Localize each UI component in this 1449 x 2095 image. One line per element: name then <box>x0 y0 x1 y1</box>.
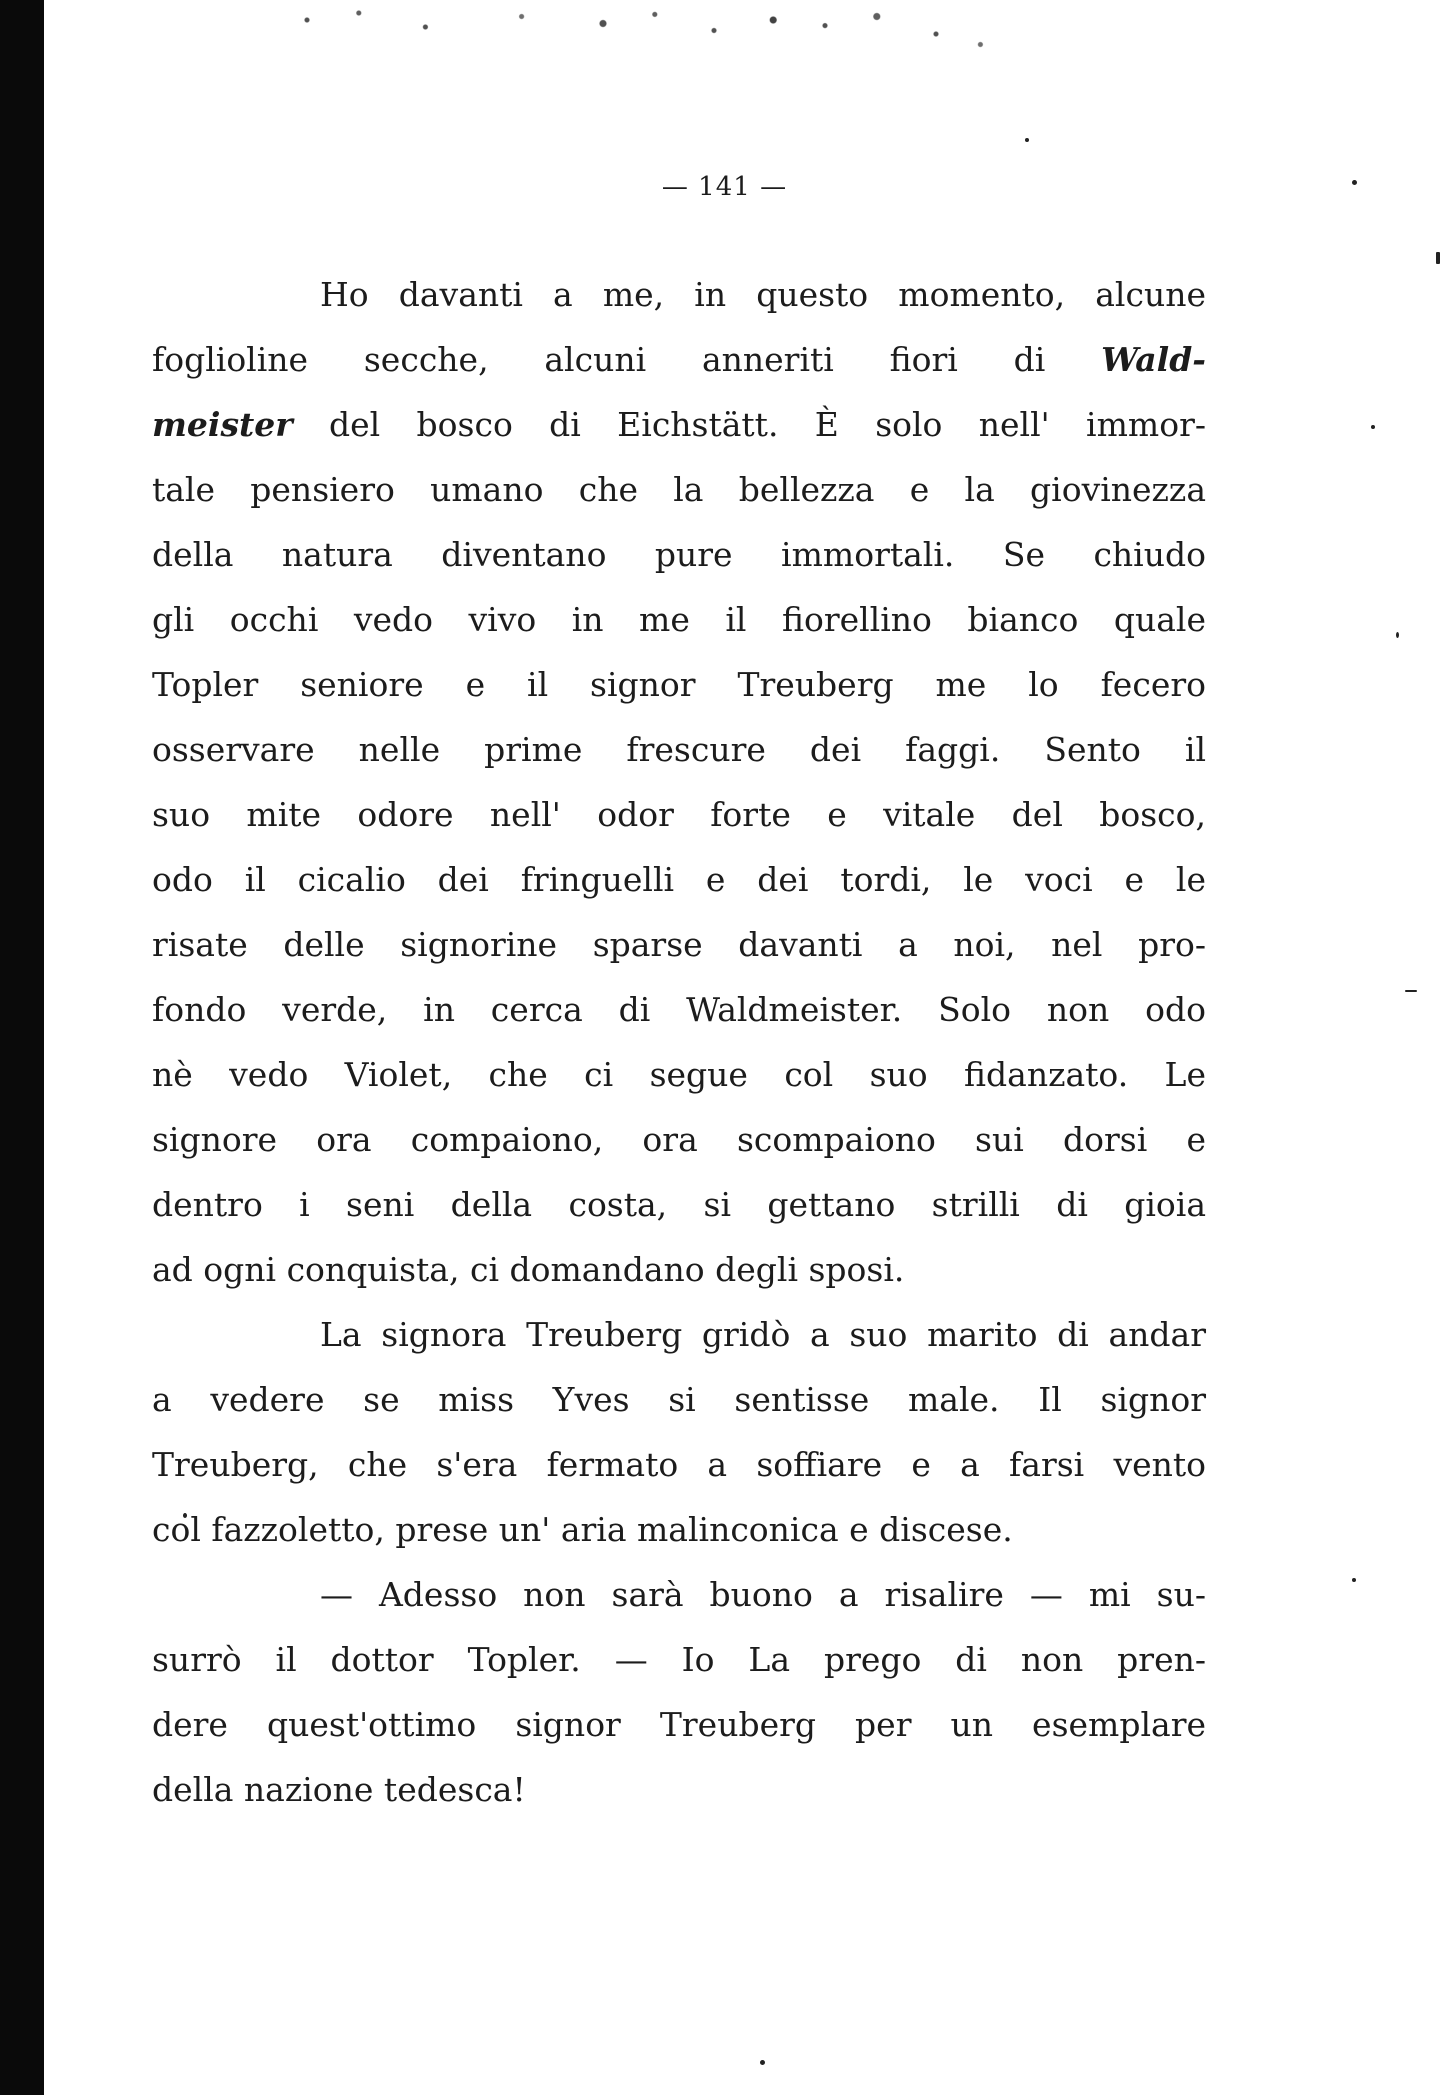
text-line: a vedere se miss Yves si sentisse male. Il signor <box>152 1380 1206 1419</box>
text-line: tale pensiero umano che la bellezza e la giovinezza <box>152 470 1206 509</box>
text-line: — Adesso non sarà buono a risalire — mi su- <box>320 1575 1206 1614</box>
text-line: suo mite odore nell' odor forte e vitale del bosco, <box>152 795 1206 834</box>
text-line: meister del bosco di Eichstätt. È solo nell' immor- <box>152 405 1206 444</box>
text-line: foglioline secche, alcuni anneriti fiori di Wald- <box>152 340 1206 379</box>
scan-noise <box>270 6 1010 76</box>
text-line: signore ora compaiono, ora scompaiono sui dorsi e <box>152 1120 1206 1159</box>
text-line: ad ogni conquista, ci domandano degli sposi. <box>152 1250 905 1289</box>
text-line: odo il cicalio dei fringuelli e dei tordi, le voci e le <box>152 860 1206 899</box>
text-line: risate delle signorine sparse davanti a noi, nel pro- <box>152 925 1206 964</box>
text-line: col fazzoletto, prese un' aria malinconica e discese. <box>152 1510 1013 1549</box>
scan-speck <box>1371 425 1375 429</box>
text-line: Ho davanti a me, in questo momento, alcune <box>320 275 1206 314</box>
page-binding-edge <box>0 0 44 2095</box>
scan-speck <box>1025 138 1029 142</box>
scan-speck <box>1436 252 1440 264</box>
text-line: della natura diventano pure immortali. Se chiudo <box>152 535 1206 574</box>
page-number: — 141 — <box>661 172 788 202</box>
text-line: nè vedo Violet, che ci segue col suo fidanzato. Le <box>152 1055 1206 1094</box>
paragraph <box>152 1562 1206 1822</box>
scan-speck <box>1405 990 1417 992</box>
scan-speck <box>1396 632 1399 638</box>
text-line: dentro i seni della costa, si gettano strilli di gioia <box>152 1185 1206 1224</box>
text-line: della nazione tedesca! <box>152 1770 526 1809</box>
text-line: La signora Treuberg gridò a suo marito di andar <box>320 1315 1206 1354</box>
text-line: gli occhi vedo vivo in me il fiorellino bianco quale <box>152 600 1206 639</box>
paragraph <box>152 262 1206 1302</box>
text-line: surrò il dottor Topler. — Io La prego di non pren- <box>152 1640 1206 1679</box>
text-line: Treuberg, che s'era fermato a soffiare e a farsi vento <box>152 1445 1206 1484</box>
text-line: fondo verde, in cerca di Waldmeister. Solo non odo <box>152 990 1206 1029</box>
scan-speck <box>760 2060 765 2065</box>
scan-speck <box>1352 1578 1356 1582</box>
body-text <box>152 262 1206 1822</box>
text-line: Topler seniore e il signor Treuberg me lo fecero <box>152 665 1206 704</box>
paragraph <box>152 1302 1206 1562</box>
text-line: dere quest'ottimo signor Treuberg per un esemplare <box>152 1705 1206 1744</box>
text-line: osservare nelle prime frescure dei faggi. Sento il <box>152 730 1206 769</box>
